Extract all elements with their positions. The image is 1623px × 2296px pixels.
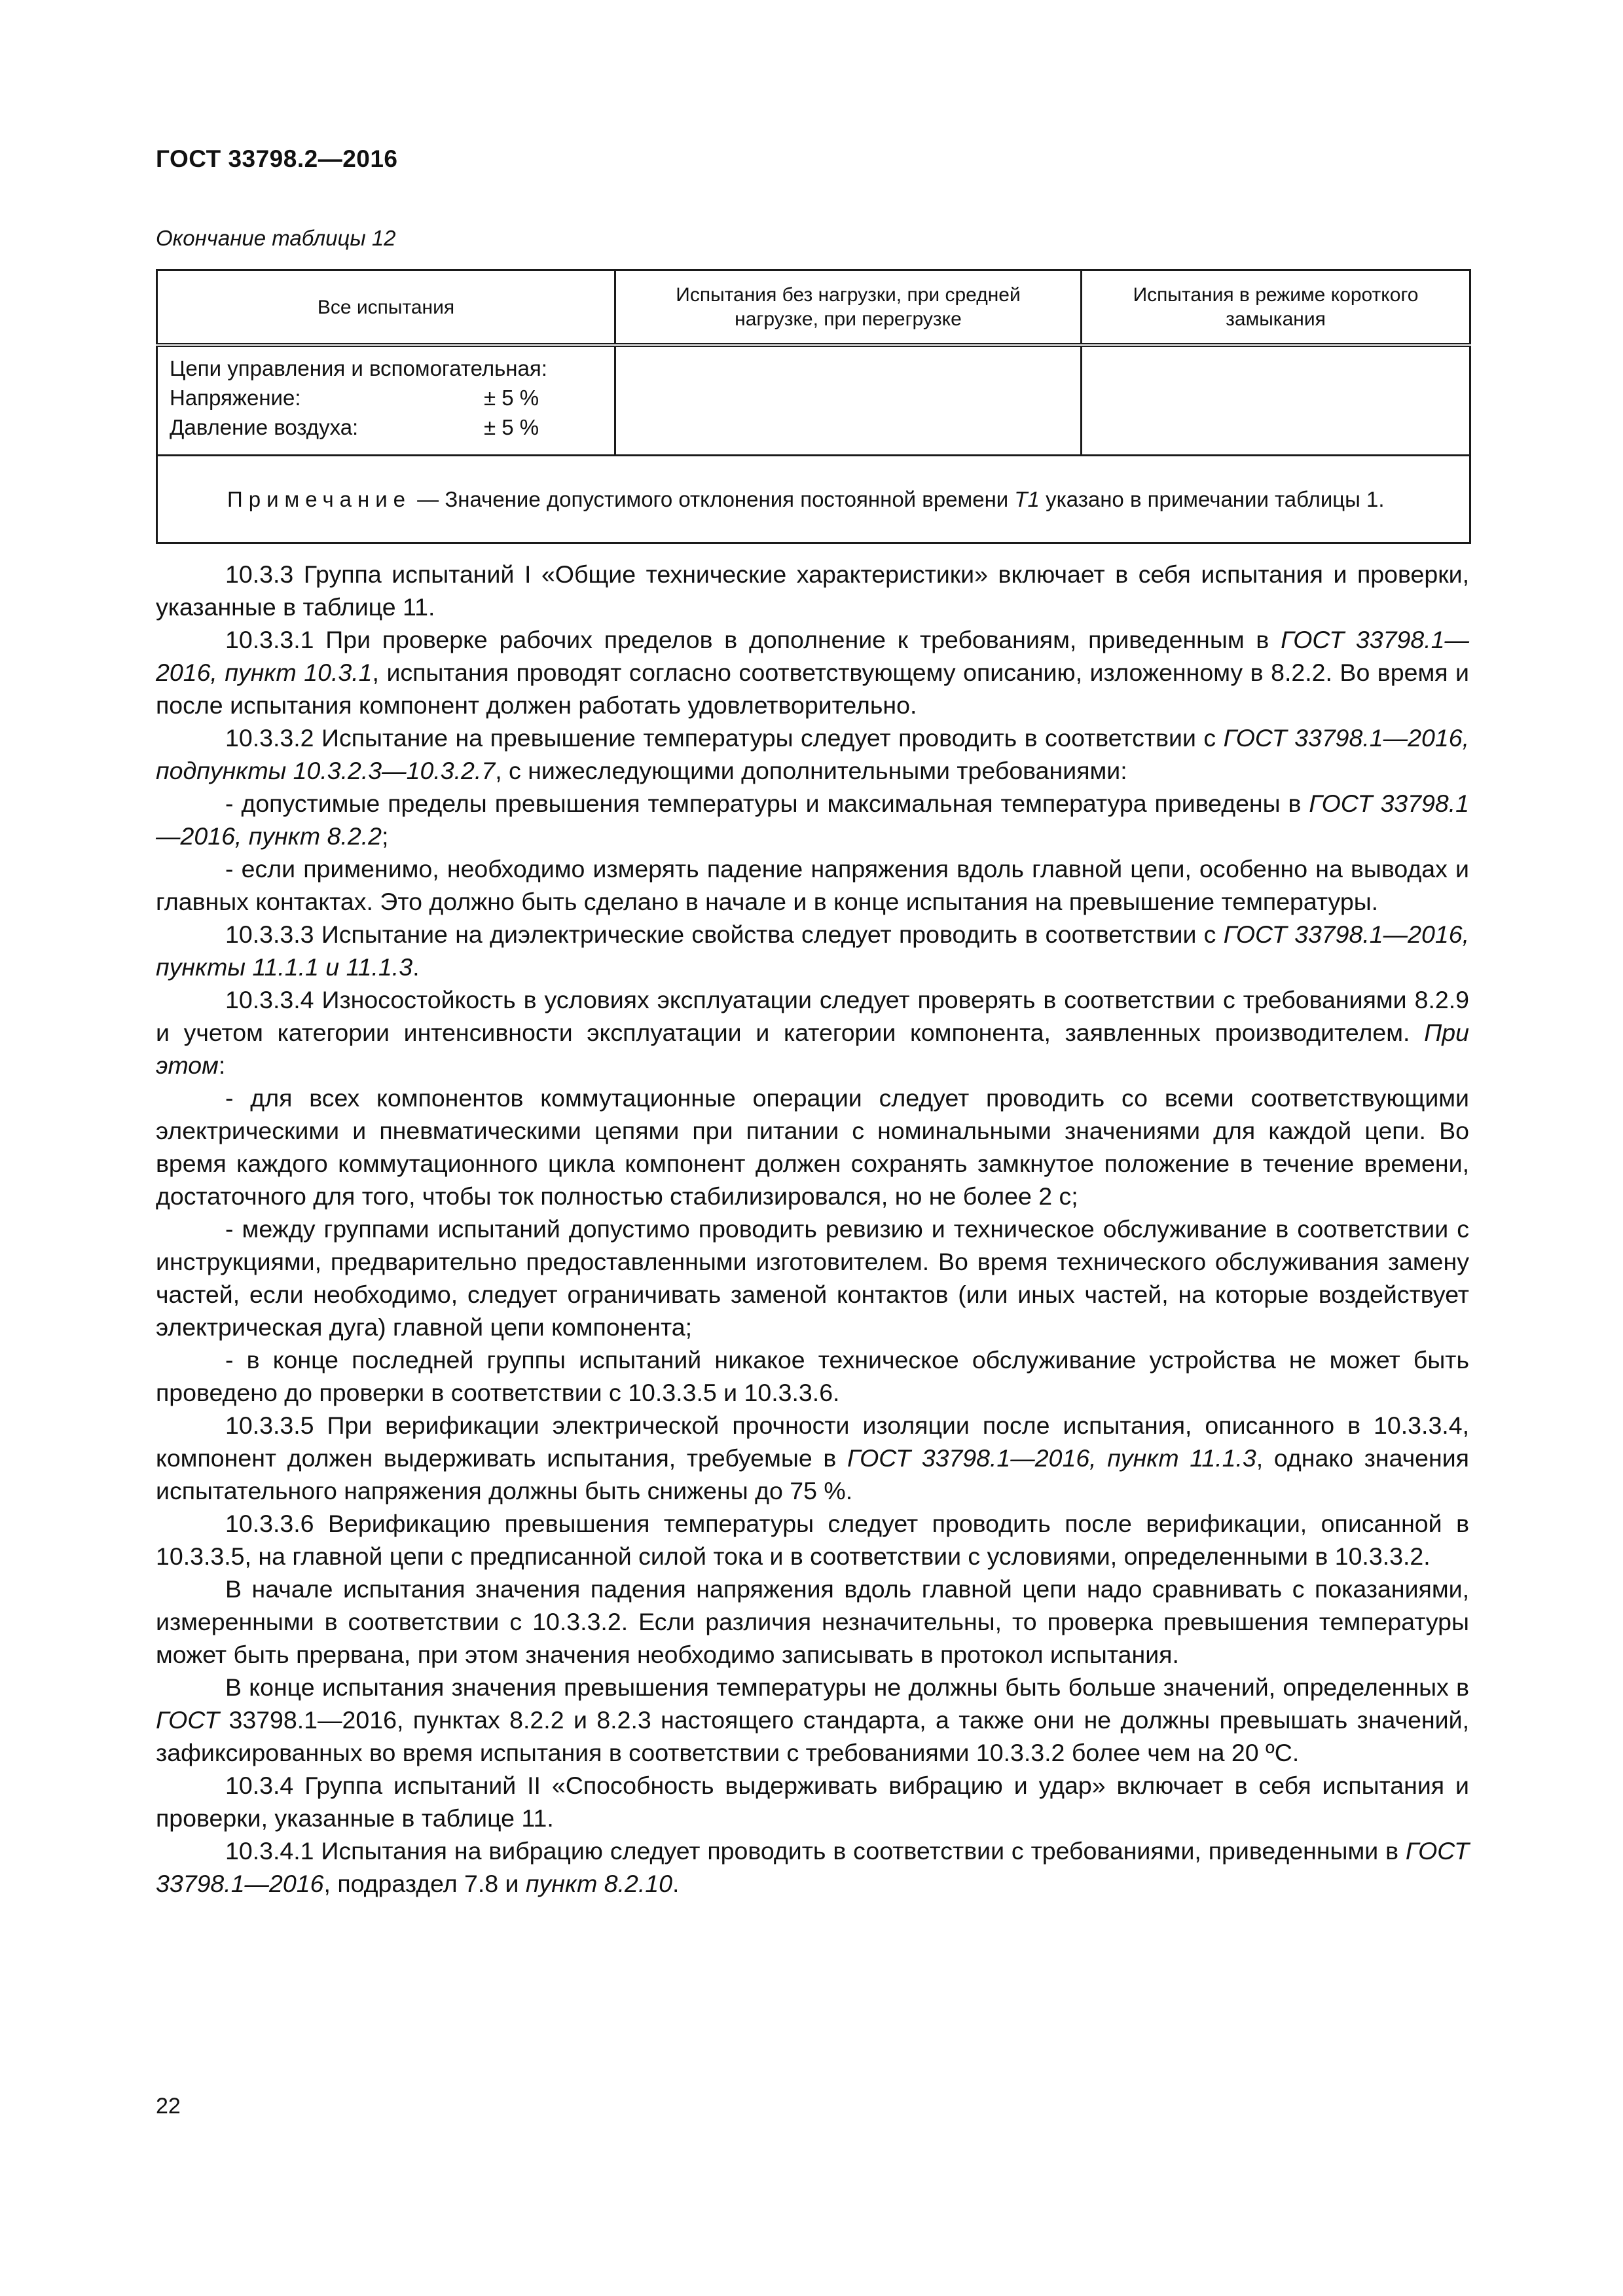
row-item-label: Напряжение: [170, 386, 301, 410]
list-item: - допустимые пределы превышения температуры и максимальная температура приведены в ГОСТ 33798.1—2016, пункт 8.2.2; [156, 790, 1469, 850]
emphasis: При этом [156, 1019, 1469, 1079]
list-item: - если применимо, необходимо измерять падение напряжения вдоль главной цепи, особенно на выводах и главных контактах. Это должно быть сделано в начале и в конце испытания на превышение температуры. [156, 855, 1469, 915]
table-row [157, 345, 1470, 456]
standard-reference: ГОСТ 33798.1—2016, пункт 8.2.2 [156, 790, 1469, 850]
paragraph-10-3-3-4: 10.3.3.4 Износостойкость в условиях эксплуатации следует проверять в соответствии с требованиями 8.2.9 и учетом категории интенсивности эксплуатации и категории компонента, заявленных производителем. При этом: [156, 986, 1469, 1079]
standard-reference: ГОСТ 33798.1—2016, пункт 11.1.3 [847, 1444, 1256, 1472]
column-header-short-circuit-tests: Испытания в режиме короткого замыкания [1082, 270, 1470, 346]
paragraph-10-3-3-5: 10.3.3.5 При верификации электрической прочности изоляции после испытания, описанного в 10.3.3.4, компонент должен выдерживать испытания, требуемые в ГОСТ 33798.1—2016, пункт 11.1.3, однако значения испытательного напряжения должны быть снижены до 75 %. [156, 1412, 1469, 1504]
column-header-load-tests: Испытания без нагрузки, при средней нагрузке, при перегрузке [615, 270, 1082, 346]
paragraph-10-3-3-3: 10.3.3.3 Испытание на диэлектрические свойства следует проводить в соответствии с ГОСТ 33798.1—2016, пункты 11.1.1 и 11.1.3. [156, 920, 1469, 981]
note-label: Примечание [227, 487, 412, 511]
paragraph-10-3-3-2: 10.3.3.2 Испытание на превышение температуры следует проводить в соответствии с ГОСТ 33798.1—2016, подпункты 10.3.2.3—10.3.2.7, с нижеследующими дополнительными требованиями: [156, 724, 1469, 784]
list-item: - для всех компонентов коммутационные операции следует проводить со всеми соответствующими электрическими и пневматическими цепями при питании с номинальными значениями для каждой цепи. Во время каждого коммутационного цикла компонент должен сохранять замкнутое положение в течение времени, достаточного для того, чтобы ток полностью стабилизировался, но не более 2 с; [156, 1084, 1469, 1210]
table-cell-circuits [157, 345, 615, 456]
body-text [156, 558, 1469, 1900]
row-item-value: ± 5 % [484, 386, 539, 410]
row-item-air-pressure [170, 412, 602, 442]
table-cell-empty [1082, 345, 1470, 456]
row-item-label: Давление воздуха: [170, 415, 359, 439]
paragraph-10-3-4: 10.3.4 Группа испытаний II «Способность выдерживать вибрацию и удар» включает в себя испытания и проверки, указанные в таблице 11. [156, 1772, 1469, 1832]
list-item: - между группами испытаний допустимо проводить ревизию и техническое обслуживание в соответствии с инструкциями, предварительно предоставленными изготовителем. Во время технического обслуживания замену частей, если необходимо, следует ограничивать заменой контактов (или иных частей, на которые воздействует электрическая дуга) главной цепи компонента; [156, 1215, 1469, 1341]
paragraph-10-3-3-6: 10.3.3.6 Верификацию превышения температуры следует проводить после верификации, описанной в 10.3.3.5, на главной цепи с предписанной силой тока и в соответствии с условиями, определенными в 10.3.3.2. [156, 1510, 1469, 1570]
row-item-value: ± 5 % [484, 415, 539, 439]
standard-reference: ГОСТ 33798.1—2016 [156, 1837, 1469, 1897]
paragraph-10-3-3: 10.3.3 Группа испытаний I «Общие технические характеристики» включает в себя испытания и проверки, указанные в таблице 11. [156, 560, 1469, 621]
paragraph-10-3-3-1: 10.3.3.1 При проверке рабочих пределов в дополнение к требованиям, приведенным в ГОСТ 33798.1—2016, пункт 10.3.1, испытания проводят согласно соответствующему описанию, изложенному в 8.2.2. Во время и после испытания компонент должен работать удовлетворительно. [156, 626, 1469, 719]
table-caption: Окончание таблицы 12 [156, 226, 396, 250]
standard-reference: ГОСТ 33798.1—2016, подпункты 10.3.2.3—10.3.2.7 [156, 724, 1469, 784]
standard-reference: ГОСТ 33798.1—2016, пункты 11.1.1 и 11.1.3 [156, 920, 1469, 981]
standard-reference: ГОСТ 33798.1—2016, пункт 10.3.1 [156, 626, 1469, 686]
paragraph: В начале испытания значения падения напряжения вдоль главной цепи надо сравнивать с показаниями, измеренными в соответствии с 10.3.3.2. Если различия незначительны, то проверка превышения температуры может быть прервана, при этом значения необходимо записывать в протокол испытания. [156, 1575, 1469, 1668]
row-item-voltage [170, 383, 602, 412]
table-note-row [157, 456, 1470, 543]
paragraph: В конце испытания значения превышения температуры не должны быть больше значений, определенных в ГОСТ 33798.1—2016, пунктах 8.2.2 и 8.2.3 настоящего стандарта, а также они не должны превышать значений, зафиксированных во время испытания в соответствии с требованиями 10.3.3.2 более чем на 20 ºС. [156, 1673, 1469, 1766]
table-12-end [156, 269, 1471, 544]
table-note: Примечание — Значение допустимого отклонения постоянной времени Т1 указано в примечании таблицы 1. [157, 456, 1470, 543]
paragraph-10-3-4-1: 10.3.4.1 Испытания на вибрацию следует проводить в соответствии с требованиями, приведенными в ГОСТ 33798.1—2016, подраздел 7.8 и пункт 8.2.10. [156, 1837, 1469, 1897]
table-header-row [157, 270, 1470, 346]
standard-reference: пункт 8.2.10 [525, 1870, 672, 1897]
note-symbol: Т1 [1014, 487, 1040, 511]
column-header-all-tests: Все испытания [157, 270, 615, 346]
standard-reference: ГОСТ [156, 1706, 220, 1734]
standard-id-header: ГОСТ 33798.2—2016 [156, 145, 398, 172]
list-item: - в конце последней группы испытаний никакое техническое обслуживание устройства не может быть проведено до проверки в соответствии с 10.3.3.5 и 10.3.3.6. [156, 1346, 1469, 1406]
row-title: Цепи управления и вспомогательная: [170, 356, 547, 380]
page-number: 22 [156, 2094, 181, 2119]
table-cell-empty [615, 345, 1082, 456]
